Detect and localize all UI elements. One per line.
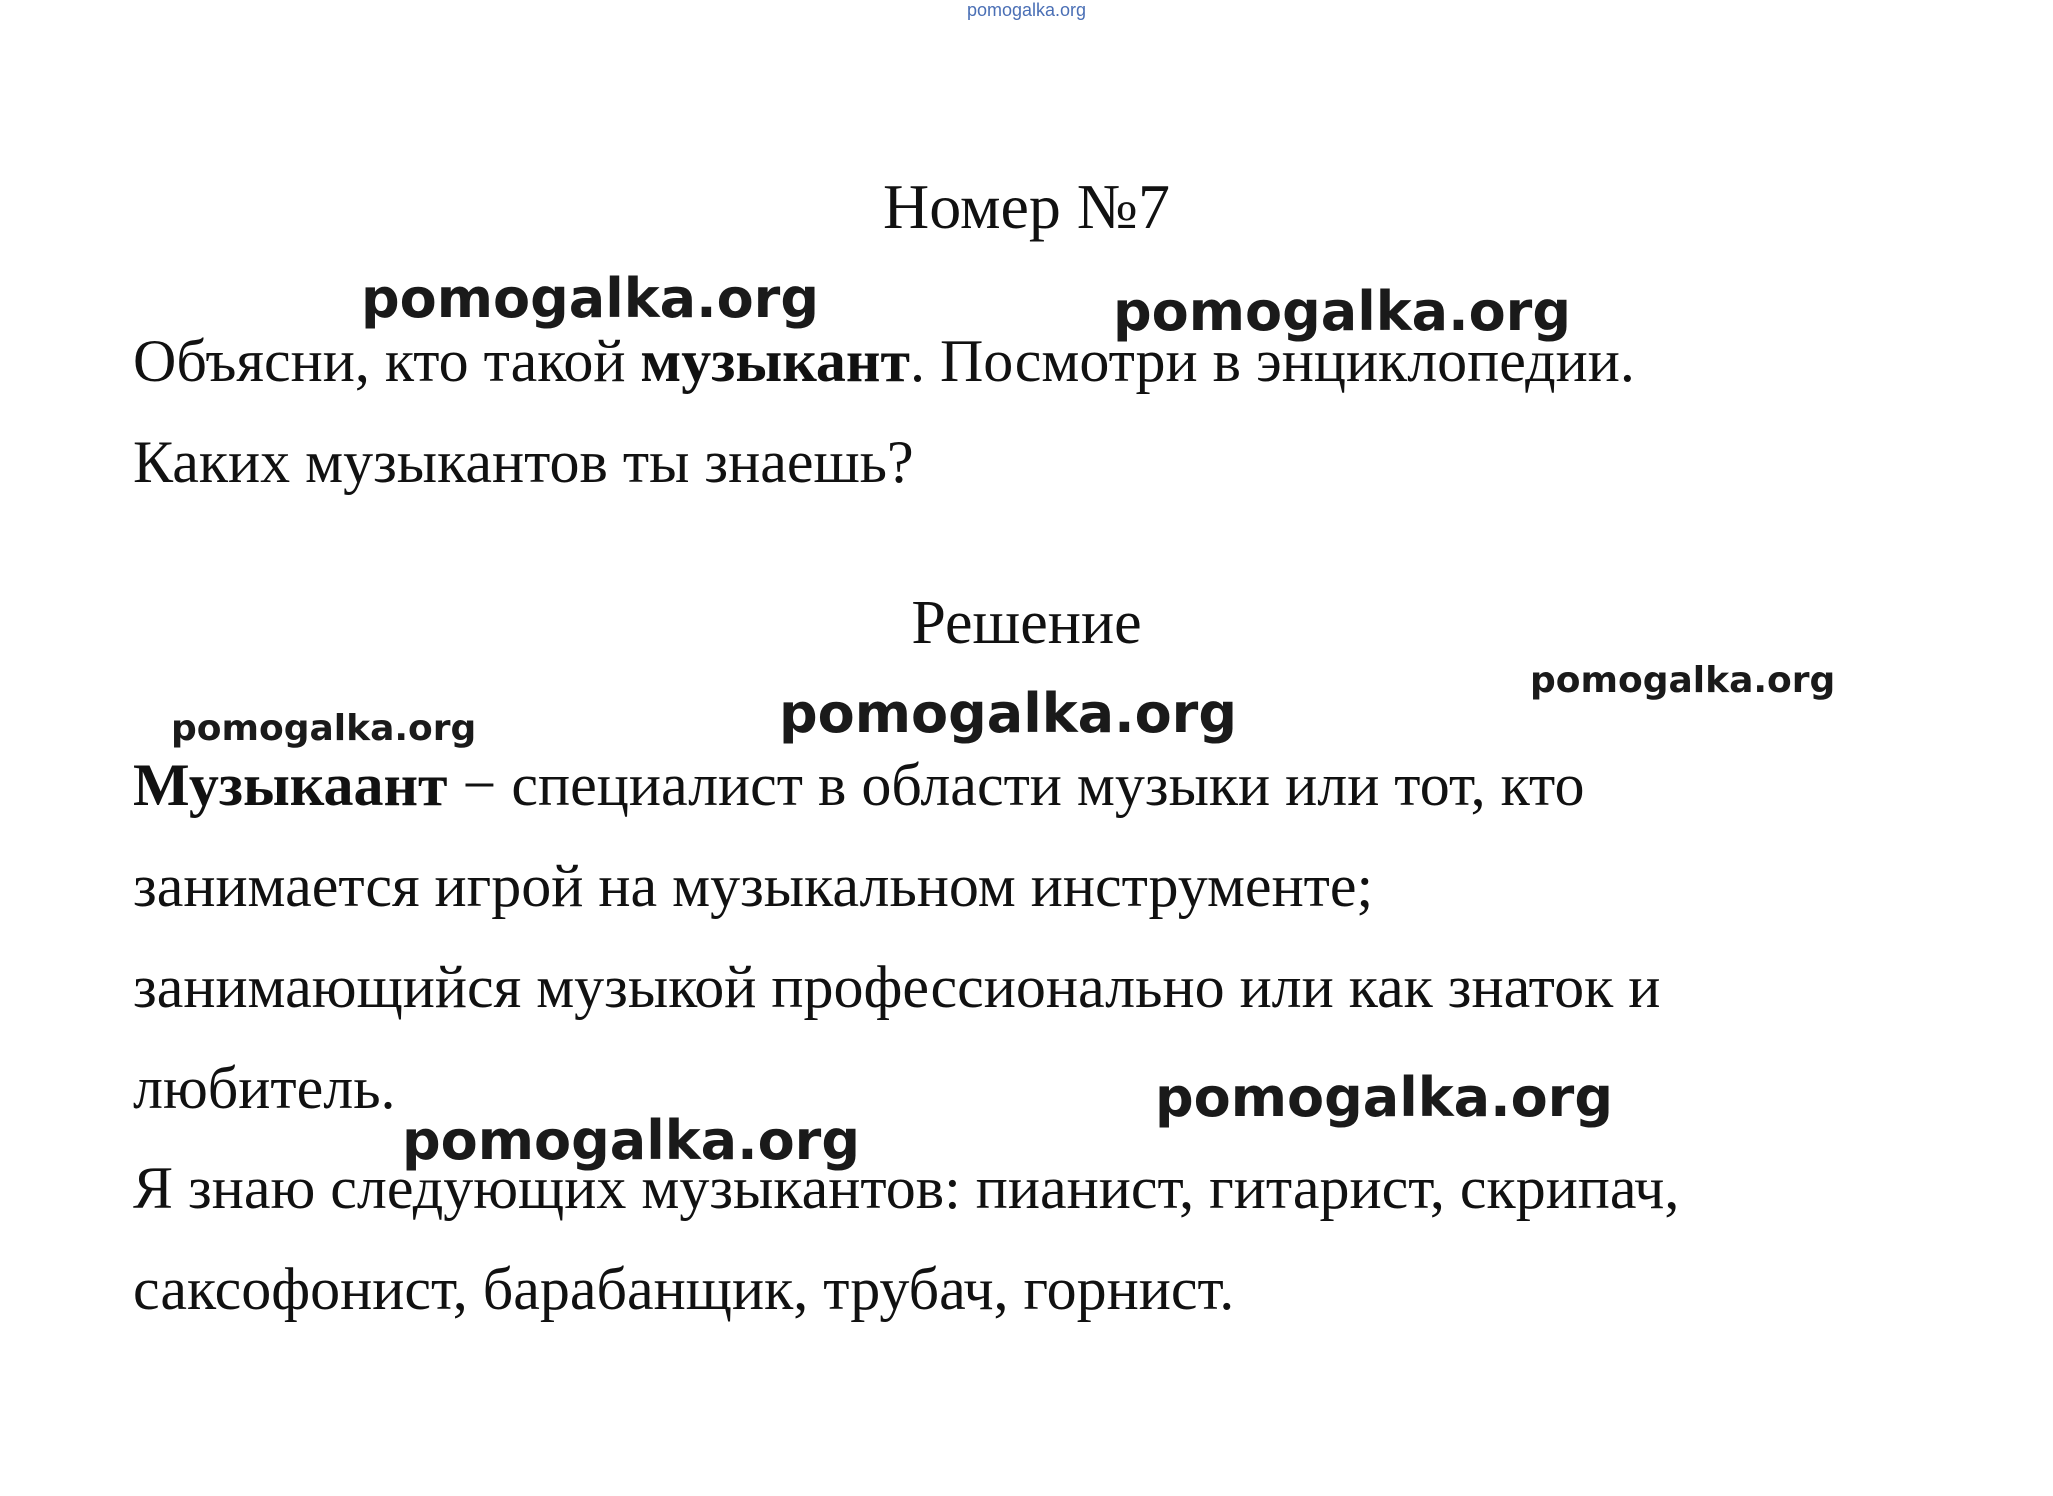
question-keyword: музыкант (640, 328, 910, 394)
answer-line-6: саксофонист, барабанщик, трубач, горнист. (133, 1256, 1235, 1322)
question-text: . Посмотри в энциклопедии. (909, 328, 1635, 394)
question-line-2: Каких музыкантов ты знаешь? (133, 429, 914, 495)
answer-text: − специалист в области музыки или тот, кто (447, 752, 1585, 818)
answer-line-3: занимающийся музыкой профессионально или как знаток и (133, 954, 1661, 1020)
watermark: pomogalka.org (779, 682, 1237, 745)
answer-line-1 (133, 735, 1584, 836)
watermark: pomogalka.org (402, 1109, 860, 1172)
answer-line-5: Я знаю следующих музыкантов: пианист, гитарист, скрипач, (133, 1155, 1680, 1221)
watermark: pomogalka.org (171, 708, 477, 749)
solution-title: Решение (911, 589, 1142, 657)
task-title: Номер №7 (883, 171, 1170, 242)
watermark: pomogalka.org (1113, 280, 1571, 343)
watermark: pomogalka.org (361, 267, 819, 330)
answer-line-4: любитель. (133, 1055, 396, 1121)
site-link[interactable]: pomogalka.org (966, 0, 1087, 20)
question-text: Объясни, кто такой (133, 328, 641, 394)
watermark: pomogalka.org (1530, 660, 1836, 701)
answer-term: Музыкаант (133, 752, 448, 818)
watermark: pomogalka.org (1155, 1066, 1613, 1129)
answer-line-2: занимается игрой на музыкальном инструменте; (133, 853, 1374, 919)
